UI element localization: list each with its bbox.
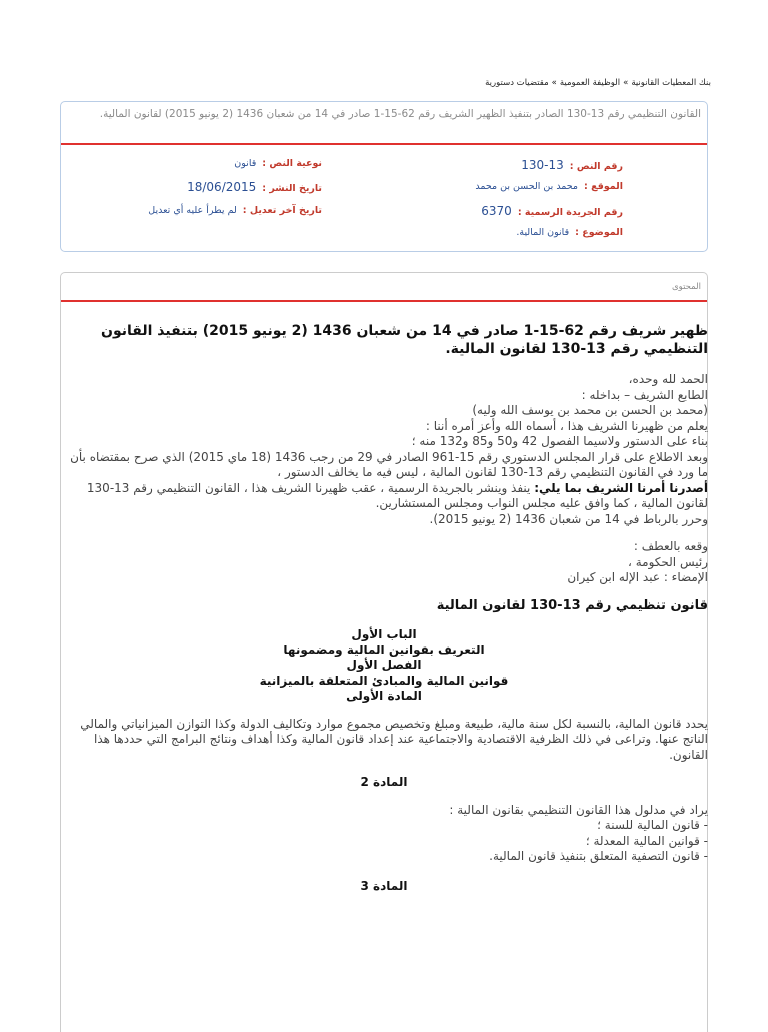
- breadcrumb-item-public-service[interactable]: الوظيفة العمومية: [559, 78, 621, 88]
- done-at-line: وحرر بالرباط في 14 من شعبان 1436 (2 يونيو 2015).: [429, 511, 708, 526]
- article-2-line: يراد في مدلول هذا القانون التنظيمي بقانون المالية :: [449, 802, 708, 817]
- article-2-line: - قانون التصفية المتعلق بتنفيذ قانون المالية.: [489, 849, 708, 863]
- field-subject: [516, 227, 623, 238]
- law-title: قانون تنظيمي رقم 13-130 لقانون المالية: [436, 597, 708, 613]
- breadcrumb-item-legal-database[interactable]: بنك المعطيات القانونية: [631, 78, 711, 88]
- field-value: قانون: [234, 158, 257, 169]
- order-paragraph: [60, 481, 708, 512]
- countersign-line: رئيس الحكومة ،: [628, 554, 708, 569]
- article-1-text: يحدد قانون المالية، بالنسبة لكل سنة مالية، طبيعة ومبلغ وتخصيص مجموع موارد وتكاليف الدولة وكذا التوازن الميزانياتي والمالي الناتج عنها. وتراعى في ذلك الظرفية الاقتصادية والاجتماعية عند إعداد قانون المالية وكذا أهداف ونتائج البرامج التي حددها هذا القانون.: [80, 716, 708, 762]
- law-text: [60, 318, 708, 894]
- field-value: قانون المالية.: [516, 227, 570, 238]
- field-value: محمد بن الحسن بن محمد: [475, 181, 579, 192]
- field-text-number: [521, 158, 623, 172]
- order-text: ينفذ وينشر بالجريدة الرسمية ، عقب ظهيرنا الشريف هذا ، القانون التنظيمي رقم 13-130 لقانون المالية ، كما وافق عليه مجلس النواب ومجلس المستشارين.: [86, 480, 708, 510]
- field-value: 6370: [481, 204, 512, 218]
- content-panel-header: المحتوى: [672, 282, 701, 292]
- breadcrumb-item-constitutional[interactable]: مقتضيات دستورية: [485, 78, 549, 88]
- article-heading: المادة 3: [360, 878, 408, 893]
- preamble-line: (محمد بن الحسن بن محمد بن يوسف الله وليه): [472, 403, 708, 417]
- article-2-line: - قوانين المالية المعدلة ؛: [585, 833, 708, 848]
- field-label: الموقع :: [584, 181, 623, 192]
- section-heading: الباب الأول: [351, 627, 417, 641]
- field-value: 13-130: [521, 158, 564, 172]
- countersign-line: وقعه بالعطف :: [633, 539, 708, 553]
- field-label: رقم الجريدة الرسمية :: [517, 207, 623, 218]
- divider: [61, 300, 707, 302]
- breadcrumb-separator: »: [551, 78, 557, 88]
- dahir-heading: ظهير شريف رقم 62-15-1 صادر في 14 من شعبان 1436 (2 يونيو 2015) بتنفيذ القانون التنظيمي رقم 13-130 لقانون المالية.: [101, 323, 708, 357]
- field-label: تاريخ آخر تعديل :: [242, 205, 322, 216]
- field-label: تاريخ النشر :: [262, 183, 322, 194]
- law-info-title: القانون التنظيمي رقم 13-130 الصادر بتنفيذ الظهير الشريف رقم 62-15-1 صادر في 14 من شعبان 1436 (2 يونيو 2015) لقانون المالية.: [99, 108, 701, 120]
- article-2-line: - قانون المالية للسنة ؛: [597, 818, 708, 832]
- field-label: رقم النص :: [569, 161, 623, 172]
- field-text-type: [234, 158, 322, 169]
- section-heading: التعريف بقوانين المالية ومضمونها: [283, 642, 485, 657]
- section-heading: قوانين المالية والمبادئ المتعلقة بالميزانية: [259, 673, 509, 688]
- law-info-panel: [60, 101, 708, 252]
- preamble-line: بناء على الدستور ولاسيما الفصول 42 و50 و85 و132 منه ؛: [411, 434, 708, 448]
- field-value: 18/06/2015: [187, 180, 257, 194]
- countersign-line: الإمضاء : عبد الإله ابن كيران: [567, 570, 708, 584]
- field-publish-date: [187, 180, 322, 194]
- field-last-edit: [148, 205, 322, 216]
- section-heading: الفصل الأول: [346, 658, 422, 672]
- preamble-line: وبعد الاطلاع على قرار المجلس الدستوري رقم 15-961 الصادر في 29 من رجب 1436 (18 ماي 2015) الذي صرح بمقتضاه بأن ما ورد في القانون التنظيمي رقم 13-130 لقانون المالية ، ليس فيه ما يخالف الدستور ،: [70, 449, 708, 479]
- preamble-line: الحمد لله وحده،: [628, 372, 708, 386]
- preamble-line: يعلم من ظهيرنا الشريف هذا ، أسماه الله وأعز أمره أننا :: [425, 418, 708, 433]
- breadcrumb: [57, 78, 711, 88]
- article-heading: المادة 2: [360, 775, 408, 789]
- order-lead: أصدرنا أمرنا الشريف بما يلي:: [534, 480, 708, 495]
- field-value: لم يطرأ عليه أي تعديل: [148, 205, 237, 216]
- article-heading: المادة الأولى: [346, 689, 422, 703]
- divider: [61, 143, 707, 145]
- field-label: نوعية النص :: [262, 158, 322, 169]
- field-gazette-number: [481, 204, 623, 218]
- field-label: الموضوع :: [575, 227, 623, 238]
- breadcrumb-separator: »: [623, 78, 629, 88]
- field-signatory: [475, 181, 623, 192]
- preamble-line: الطابع الشريف – بداخله :: [581, 387, 708, 402]
